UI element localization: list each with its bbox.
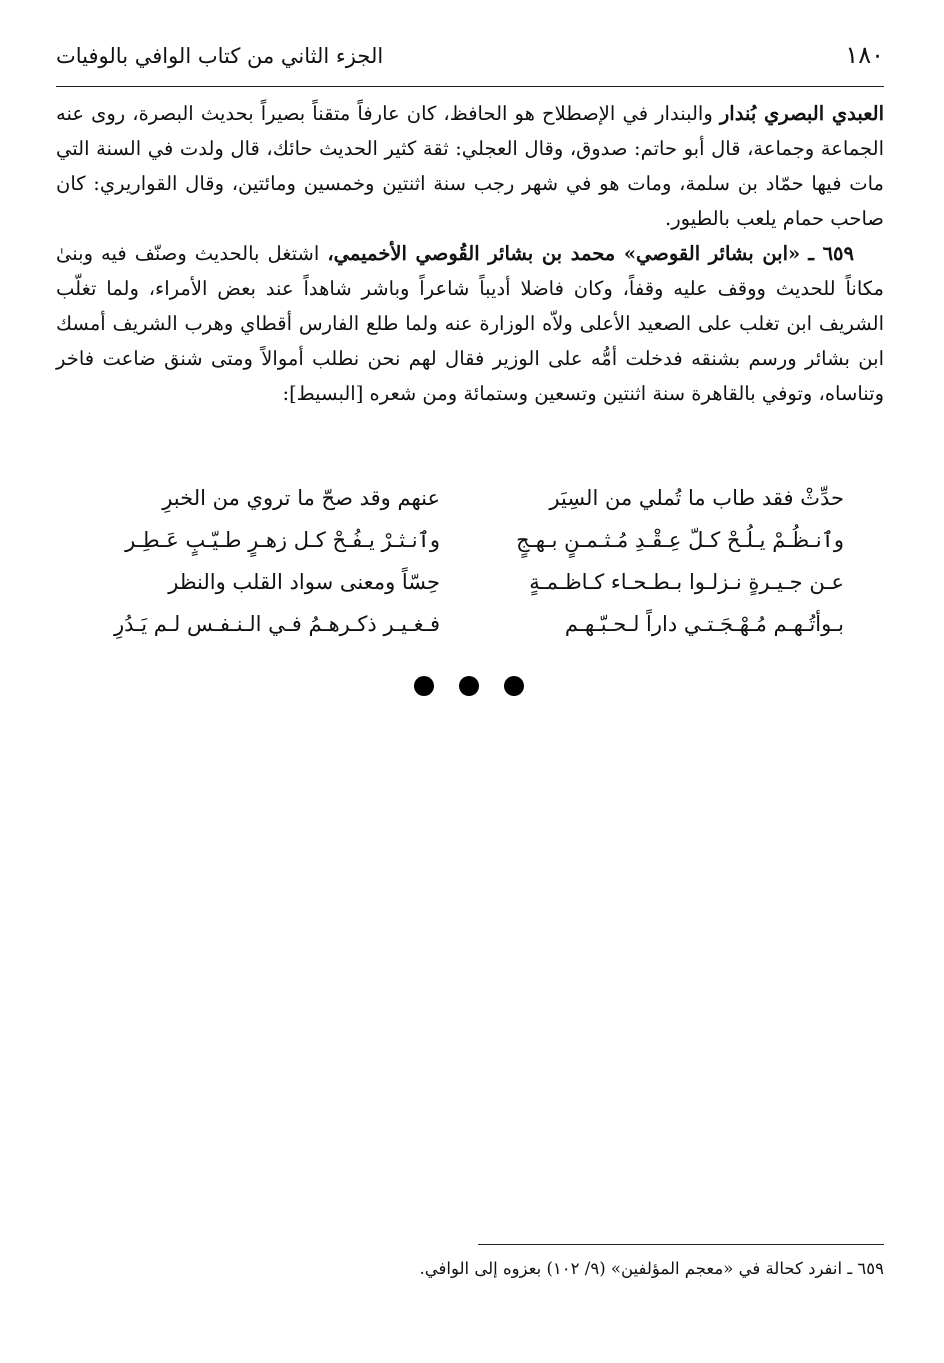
- poem-first-hemistich: عـن جـيـرةٍ نـزلـوا بـطـحـاء كـاظـمـةٍ: [529, 570, 844, 594]
- running-head: [56, 38, 884, 78]
- paragraph-entry-659: [56, 236, 884, 411]
- bold-lead: العبدي البصري بُندار: [719, 102, 884, 125]
- paragraph-text: والبندار في الإصطلاح هو الحافظ، كان عارفاً متقناً بصيراً بحديث البصرة، روى عنه الجماعة وجماعة، قال أبو حاتم: صدوق، وقال العجلي: ثقة كثير الحديث حائك، قال ولدت في السنة التي مات فيها حمّاد بن سلمة، ومات هو في شهر رجب سنة اثنتين وخمسين ومائتين، وقال القواريري: كان صاحب حمام يلعب بالطيور.: [56, 102, 884, 230]
- poem: [56, 478, 884, 646]
- footnote-rule: [478, 1244, 884, 1245]
- ornament-dot-icon: [504, 676, 524, 696]
- footnote: ٦٥٩ ـ انفرد كحالة في «معجم المؤلفين» (٩/ ١٠٢) بعزوه إلى الوافي.: [419, 1259, 884, 1278]
- header-rule: [56, 86, 884, 87]
- ornament-dot-icon: [459, 676, 479, 696]
- poem-second-hemistich: فـغـيـر ذكـرهـمُ فـي الـنـفـس لـم يَـدُرِ: [113, 612, 440, 636]
- poem-first-hemistich: بـوأتُـهـم مُـهْـجَـتـي داراً لـحـبّـهـم: [564, 612, 844, 636]
- main-text: [56, 96, 884, 411]
- poem-second-hemistich: وٱنـثـرْ يـفُـحْ كـل زهـرٍ طـيّـبٍ عَـطِـر: [125, 528, 440, 552]
- running-title: الجزء الثاني من كتاب الوافي بالوفيات: [56, 44, 384, 68]
- poem-second-hemistich: عنهم وقد صحّ ما تروي من الخبرِ: [162, 486, 440, 510]
- poem-verse: [56, 520, 884, 562]
- poem-verse: [56, 478, 884, 520]
- poem-verse: [56, 604, 884, 646]
- poem-first-hemistich: حدِّثْ فقد طاب ما تُملي من السِيَر: [549, 486, 844, 510]
- entry-number: ٦٥٩ ـ: [808, 242, 854, 265]
- poem-first-hemistich: وٱنـظُـمْ يـلُـحْ كـلّ عِـقْـدِ مُـثـمـنٍ بـهـجٍ: [516, 528, 844, 552]
- paragraph-text: اشتغل بالحديث وصنّف فيه وبنىٰ مكاناً للحديث ووقف عليه وقفاً، وكان فاضلا أديباً شاعراً وباشر شاهداً عند بعض الأمراء، ولما تغلّب الشريف ابن تغلب على الصعيد الأعلى ولاّه الوزارة عنه ولما طلع الفارس أقطاي وهرب الشريف أمسك ابن بشائر ورسم بشنقه فدخلت أمُّه على الوزير فقال لهم نحن نطلب أموالاً ومتى شنق ضاعت فاخر وتناساه، وتوفي بالقاهرة سنة اثنتين وتسعين وستمائة ومن شعره [البسيط]:: [56, 242, 884, 405]
- page-number: ١٨٠: [845, 41, 884, 69]
- ornament-dot-icon: [414, 676, 434, 696]
- poem-verse: [56, 562, 884, 604]
- poem-second-hemistich: حِسّاً ومعنى سواد القلب والنظر: [168, 570, 440, 594]
- paragraph-continued-entry: [56, 96, 884, 236]
- section-end-ornament: [414, 676, 524, 698]
- entry-title: «ابن بشائر القوصي» محمد بن بشائر القُوصي الأخميمي،: [327, 242, 801, 265]
